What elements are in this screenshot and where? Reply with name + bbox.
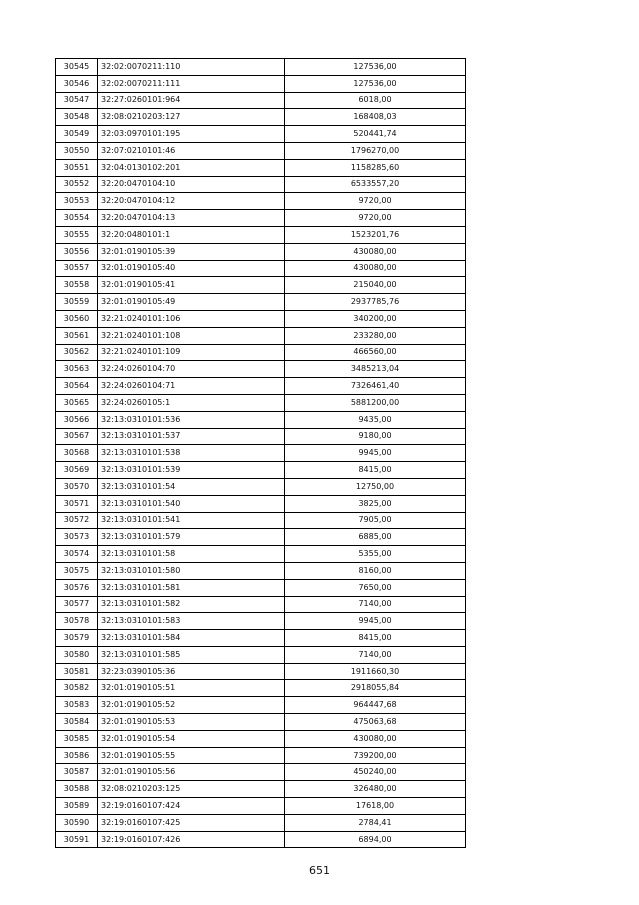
value-cell: 430080,00: [285, 260, 466, 277]
value-cell: 5881200,00: [285, 394, 466, 411]
table-row: [56, 126, 466, 143]
cadastral-number-cell: 32:24:0260104:70: [98, 361, 285, 378]
row-number-cell: 30573: [56, 529, 98, 546]
cadastral-number-cell: 32:13:0310101:537: [98, 428, 285, 445]
row-number-cell: 30570: [56, 478, 98, 495]
table-row: [56, 680, 466, 697]
row-number-cell: 30566: [56, 411, 98, 428]
row-number-cell: 30587: [56, 764, 98, 781]
value-cell: 3825,00: [285, 495, 466, 512]
table-row: [56, 294, 466, 311]
value-cell: 7650,00: [285, 579, 466, 596]
value-cell: 9435,00: [285, 411, 466, 428]
value-cell: 520441,74: [285, 126, 466, 143]
table-row: [56, 260, 466, 277]
table-row: [56, 75, 466, 92]
table-body: [56, 59, 466, 848]
table-row: [56, 277, 466, 294]
table-row: [56, 92, 466, 109]
table-row: [56, 361, 466, 378]
table-row: [56, 798, 466, 815]
value-cell: 7140,00: [285, 646, 466, 663]
row-number-cell: 30581: [56, 663, 98, 680]
value-cell: 127536,00: [285, 75, 466, 92]
cadastral-number-cell: 32:24:0260105:1: [98, 394, 285, 411]
cadastral-number-cell: 32:01:0190105:55: [98, 747, 285, 764]
cadastral-number-cell: 32:13:0310101:540: [98, 495, 285, 512]
table-row: [56, 579, 466, 596]
value-cell: 168408,03: [285, 109, 466, 126]
row-number-cell: 30579: [56, 630, 98, 647]
cadastral-number-cell: 32:20:0470104:13: [98, 210, 285, 227]
value-cell: 7140,00: [285, 596, 466, 613]
row-number-cell: 30590: [56, 814, 98, 831]
table-row: [56, 764, 466, 781]
table-row: [56, 142, 466, 159]
value-cell: 475063,68: [285, 714, 466, 731]
value-cell: 6894,00: [285, 831, 466, 848]
value-cell: 8415,00: [285, 462, 466, 479]
cadastral-number-cell: 32:13:0310101:58: [98, 546, 285, 563]
table-row: [56, 697, 466, 714]
value-cell: 17618,00: [285, 798, 466, 815]
cadastral-number-cell: 32:07:0210101:46: [98, 142, 285, 159]
row-number-cell: 30572: [56, 512, 98, 529]
cadastral-number-cell: 32:13:0310101:580: [98, 562, 285, 579]
value-cell: 2918055,84: [285, 680, 466, 697]
page-number: 651: [309, 864, 330, 877]
row-number-cell: 30586: [56, 747, 98, 764]
value-cell: 6533557,20: [285, 176, 466, 193]
value-cell: 739200,00: [285, 747, 466, 764]
cadastral-number-cell: 32:03:0970101:195: [98, 126, 285, 143]
table-row: [56, 327, 466, 344]
table-row: [56, 730, 466, 747]
row-number-cell: 30577: [56, 596, 98, 613]
cadastral-number-cell: 32:13:0310101:584: [98, 630, 285, 647]
row-number-cell: 30578: [56, 613, 98, 630]
cadastral-number-cell: 32:27:0260101:964: [98, 92, 285, 109]
row-number-cell: 30571: [56, 495, 98, 512]
cadastral-number-cell: 32:13:0310101:579: [98, 529, 285, 546]
value-cell: 127536,00: [285, 59, 466, 76]
table-row: [56, 378, 466, 395]
row-number-cell: 30547: [56, 92, 98, 109]
table-row: [56, 512, 466, 529]
row-number-cell: 30546: [56, 75, 98, 92]
value-cell: 9945,00: [285, 445, 466, 462]
cadastral-number-cell: 32:13:0310101:536: [98, 411, 285, 428]
cadastral-number-cell: 32:19:0160107:426: [98, 831, 285, 848]
row-number-cell: 30584: [56, 714, 98, 731]
row-number-cell: 30563: [56, 361, 98, 378]
value-cell: 12750,00: [285, 478, 466, 495]
table-row: [56, 226, 466, 243]
table-row: [56, 59, 466, 76]
table-row: [56, 210, 466, 227]
cadastral-number-cell: 32:13:0310101:582: [98, 596, 285, 613]
table-row: [56, 462, 466, 479]
value-cell: 3485213,04: [285, 361, 466, 378]
table-row: [56, 630, 466, 647]
cadastral-number-cell: 32:24:0260104:71: [98, 378, 285, 395]
cadastral-number-cell: 32:13:0310101:585: [98, 646, 285, 663]
row-number-cell: 30558: [56, 277, 98, 294]
cadastral-number-cell: 32:19:0160107:424: [98, 798, 285, 815]
row-number-cell: 30555: [56, 226, 98, 243]
row-number-cell: 30560: [56, 310, 98, 327]
row-number-cell: 30552: [56, 176, 98, 193]
table-row: [56, 814, 466, 831]
value-cell: 1911660,30: [285, 663, 466, 680]
value-cell: 1158285,60: [285, 159, 466, 176]
value-cell: 2937785,76: [285, 294, 466, 311]
cadastral-number-cell: 32:21:0240101:106: [98, 310, 285, 327]
row-number-cell: 30561: [56, 327, 98, 344]
cadastral-number-cell: 32:13:0310101:581: [98, 579, 285, 596]
row-number-cell: 30556: [56, 243, 98, 260]
row-number-cell: 30567: [56, 428, 98, 445]
value-cell: 964447,68: [285, 697, 466, 714]
table-row: [56, 394, 466, 411]
value-cell: 6018,00: [285, 92, 466, 109]
row-number-cell: 30549: [56, 126, 98, 143]
value-cell: 5355,00: [285, 546, 466, 563]
value-cell: 1796270,00: [285, 142, 466, 159]
row-number-cell: 30551: [56, 159, 98, 176]
cadastral-number-cell: 32:20:0470104:12: [98, 193, 285, 210]
value-cell: 2784,41: [285, 814, 466, 831]
table-row: [56, 546, 466, 563]
cadastral-number-cell: 32:13:0310101:541: [98, 512, 285, 529]
value-cell: 7905,00: [285, 512, 466, 529]
table-row: [56, 428, 466, 445]
cadastral-number-cell: 32:01:0190105:56: [98, 764, 285, 781]
cadastral-number-cell: 32:01:0190105:51: [98, 680, 285, 697]
cadastral-number-cell: 32:13:0310101:54: [98, 478, 285, 495]
table-row: [56, 562, 466, 579]
cadastral-number-cell: 32:13:0310101:538: [98, 445, 285, 462]
table-row: [56, 176, 466, 193]
cadastral-number-cell: 32:01:0190105:49: [98, 294, 285, 311]
row-number-cell: 30576: [56, 579, 98, 596]
value-cell: 215040,00: [285, 277, 466, 294]
row-number-cell: 30553: [56, 193, 98, 210]
cadastral-number-cell: 32:01:0190105:53: [98, 714, 285, 731]
row-number-cell: 30569: [56, 462, 98, 479]
row-number-cell: 30582: [56, 680, 98, 697]
row-number-cell: 30562: [56, 344, 98, 361]
row-number-cell: 30550: [56, 142, 98, 159]
value-cell: 9720,00: [285, 210, 466, 227]
value-cell: 326480,00: [285, 781, 466, 798]
table-row: [56, 478, 466, 495]
table-row: [56, 495, 466, 512]
cadastral-number-cell: 32:02:0070211:111: [98, 75, 285, 92]
table-row: [56, 159, 466, 176]
row-number-cell: 30575: [56, 562, 98, 579]
table-row: [56, 529, 466, 546]
cadastral-number-cell: 32:20:0470104:10: [98, 176, 285, 193]
row-number-cell: 30557: [56, 260, 98, 277]
row-number-cell: 30568: [56, 445, 98, 462]
table-row: [56, 714, 466, 731]
value-cell: 233280,00: [285, 327, 466, 344]
value-cell: 1523201,76: [285, 226, 466, 243]
cadastral-value-table: [55, 58, 466, 848]
row-number-cell: 30580: [56, 646, 98, 663]
cadastral-number-cell: 32:01:0190105:52: [98, 697, 285, 714]
table-row: [56, 747, 466, 764]
cadastral-number-cell: 32:01:0190105:41: [98, 277, 285, 294]
value-cell: 466560,00: [285, 344, 466, 361]
row-number-cell: 30583: [56, 697, 98, 714]
cadastral-number-cell: 32:21:0240101:109: [98, 344, 285, 361]
row-number-cell: 30565: [56, 394, 98, 411]
table-row: [56, 411, 466, 428]
cadastral-number-cell: 32:20:0480101:1: [98, 226, 285, 243]
cadastral-number-cell: 32:01:0190105:39: [98, 243, 285, 260]
value-cell: 430080,00: [285, 730, 466, 747]
table-row: [56, 596, 466, 613]
table-row: [56, 663, 466, 680]
table-row: [56, 613, 466, 630]
table-row: [56, 781, 466, 798]
table-row: [56, 243, 466, 260]
value-cell: 8160,00: [285, 562, 466, 579]
row-number-cell: 30588: [56, 781, 98, 798]
value-cell: 7326461,40: [285, 378, 466, 395]
row-number-cell: 30591: [56, 831, 98, 848]
table-row: [56, 646, 466, 663]
table-row: [56, 831, 466, 848]
table-row: [56, 310, 466, 327]
cadastral-number-cell: 32:01:0190105:40: [98, 260, 285, 277]
row-number-cell: 30559: [56, 294, 98, 311]
cadastral-number-cell: 32:21:0240101:108: [98, 327, 285, 344]
value-cell: 9180,00: [285, 428, 466, 445]
cadastral-number-cell: 32:13:0310101:583: [98, 613, 285, 630]
cadastral-number-cell: 32:08:0210203:127: [98, 109, 285, 126]
value-cell: 430080,00: [285, 243, 466, 260]
row-number-cell: 30554: [56, 210, 98, 227]
value-cell: 340200,00: [285, 310, 466, 327]
value-cell: 450240,00: [285, 764, 466, 781]
value-cell: 6885,00: [285, 529, 466, 546]
row-number-cell: 30548: [56, 109, 98, 126]
row-number-cell: 30585: [56, 730, 98, 747]
value-cell: 9945,00: [285, 613, 466, 630]
row-number-cell: 30545: [56, 59, 98, 76]
cadastral-number-cell: 32:13:0310101:539: [98, 462, 285, 479]
cadastral-number-cell: 32:08:0210203:125: [98, 781, 285, 798]
table-row: [56, 344, 466, 361]
table-row: [56, 445, 466, 462]
value-cell: 8415,00: [285, 630, 466, 647]
row-number-cell: 30574: [56, 546, 98, 563]
row-number-cell: 30564: [56, 378, 98, 395]
table-row: [56, 193, 466, 210]
table-row: [56, 109, 466, 126]
value-cell: 9720,00: [285, 193, 466, 210]
cadastral-number-cell: 32:01:0190105:54: [98, 730, 285, 747]
cadastral-number-cell: 32:04:0130102:201: [98, 159, 285, 176]
row-number-cell: 30589: [56, 798, 98, 815]
cadastral-number-cell: 32:19:0160107:425: [98, 814, 285, 831]
cadastral-number-cell: 32:23:0390105:36: [98, 663, 285, 680]
cadastral-number-cell: 32:02:0070211:110: [98, 59, 285, 76]
